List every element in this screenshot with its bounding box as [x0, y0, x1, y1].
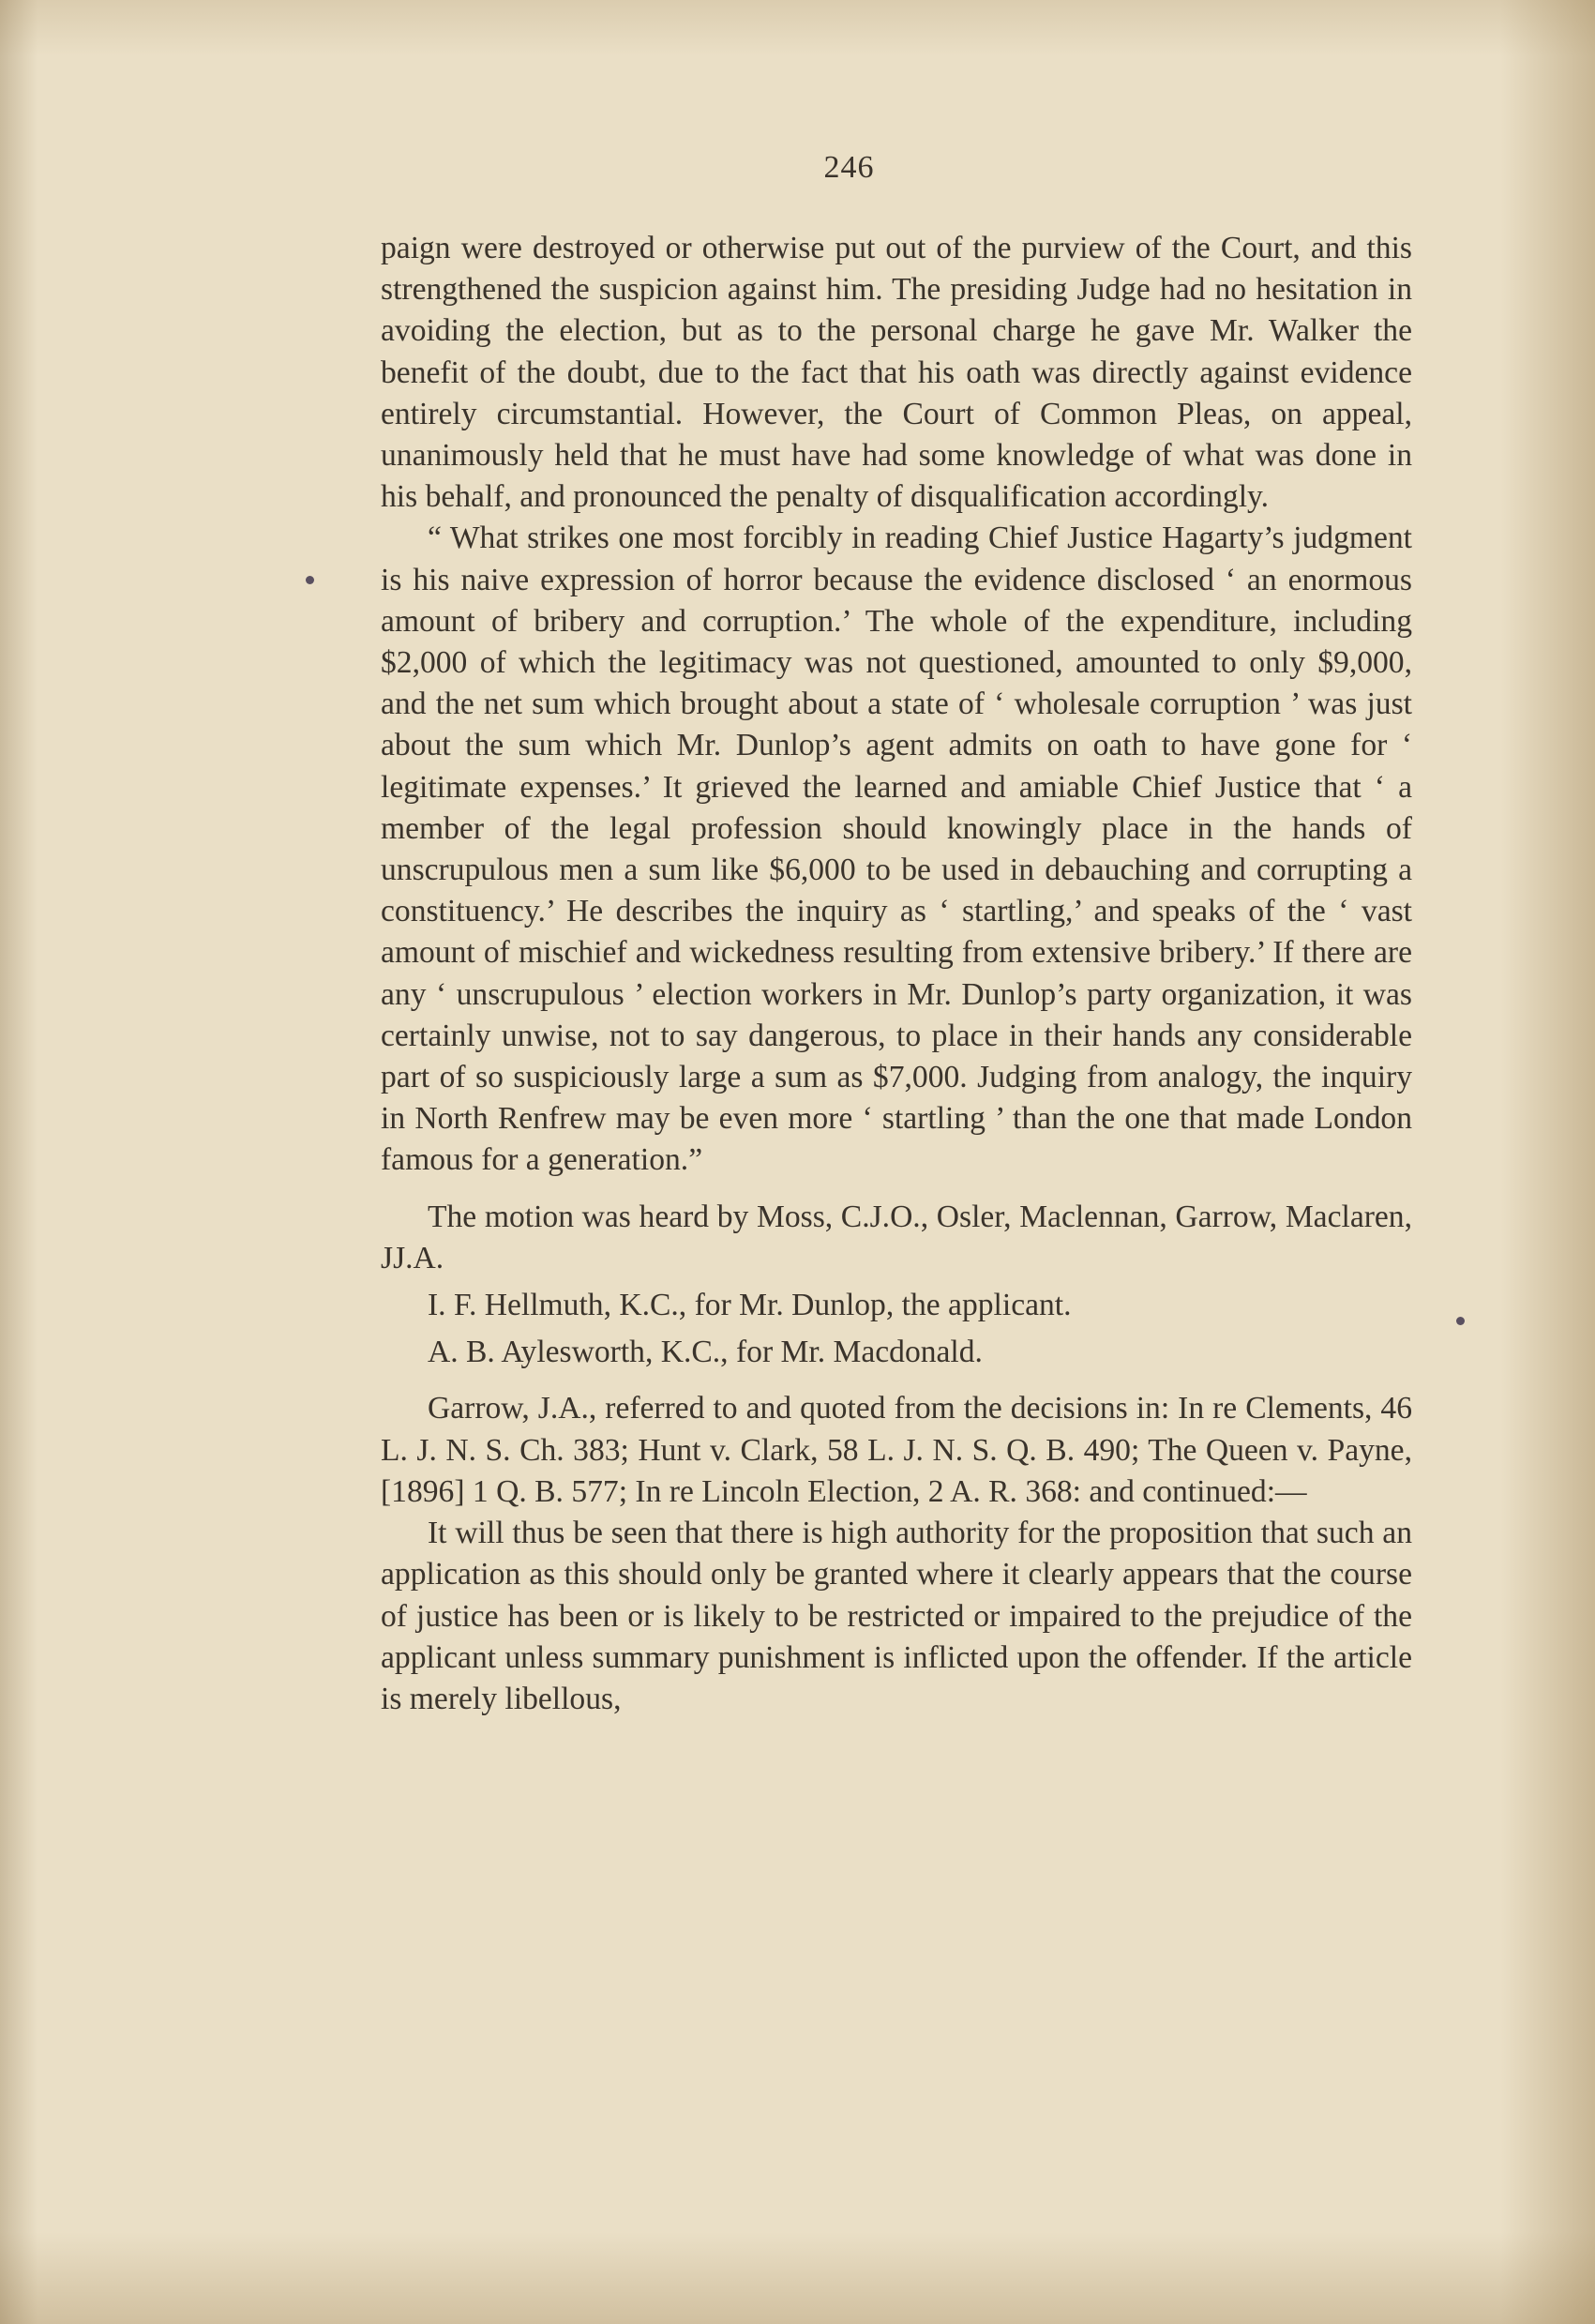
margin-mark-right — [1456, 1317, 1465, 1325]
paragraph-counsel-applicant: I. F. Hellmuth, K.C., for Mr. Dunlop, the applicant. — [428, 1288, 1072, 1323]
page-number: 246 — [823, 150, 875, 185]
paragraph-counsel-respondent: A. B. Aylesworth, K.C., for Mr. Macdonald. — [428, 1335, 983, 1370]
margin-mark-left — [306, 576, 314, 584]
body-text — [381, 228, 1412, 1720]
paragraph-motion-heard: The motion was heard by Moss, C.J.O., Osler, Maclennan, Garrow, Maclaren, JJ.A. — [381, 1199, 1412, 1275]
paragraph-judgment-body: It will thus be seen that there is high authority for the proposition that such an application as this should only be granted where it clearly appears that the course of justice has been or is likely to be restricted or impaired to the prejudice of the applicant unless summary punishment is inflicted upon the offender. If the article is merely libellous, — [381, 1516, 1412, 1716]
paragraph-continuation: paign were destroyed or otherwise put out of the purview of the Court, and this strengthened the suspicion against him. The presiding Judge had no hesitation in avoiding the election, but as to the personal charge he gave Mr. Walker the benefit of the doubt, due to the fact that his oath was directly against evidence entirely circumstantial. However, the Court of Common Pleas, on appeal, unanimously held that he must have had some knowledge of what was done in his behalf, and pronounced the penalty of disqualification accordingly. — [381, 231, 1412, 515]
paragraph-quotation: “ What strikes one most forcibly in reading Chief Justice Hagarty’s judgment is his naive expression of horror because the evidence disclosed ‘ an enormous amount of bribery and corruption.’ The whole of the expenditure, including $2,000 of which the legitimacy was not questioned, amounted to only $9,000, and the net sum which brought about a state of ‘ wholesale corruption ’ was just about the sum which Mr. Dunlop’s agent admits on oath to have gone for ‘ legitimate expenses.’ It grieved the learned and amiable Chief Justice that ‘ a member of the legal profession should knowingly place in the hands of unscrupulous men a sum like $6,000 to be used in debauching and corrupting a constituency.’ He describes the inquiry as ‘ startling,’ and speaks of the ‘ vast amount of mischief and wickedness resulting from extensive bribery.’ If there are any ‘ unscrupulous ’ election workers in Mr. Dunlop’s party organization, it was certainly unwise, not to say dangerous, to place in their hands any considerable part of so suspiciously large a sum as $7,000. Judging from analogy, the inquiry in North Renfrew may be even more ‘ startling ’ than the one that made London famous for a generation.” — [381, 521, 1412, 1178]
paragraph-judgment-opening: Garrow, J.A., referred to and quoted from the decisions in: In re Clements, 46 L. J. N. S. Ch. 383; Hunt v. Clark, 58 L. J. N. S. Q. B. 490; The Queen v. Payne, [1896] 1 Q. B. 577; In re Lincoln Election, 2 A. R. 368: and continued:— — [381, 1391, 1412, 1509]
